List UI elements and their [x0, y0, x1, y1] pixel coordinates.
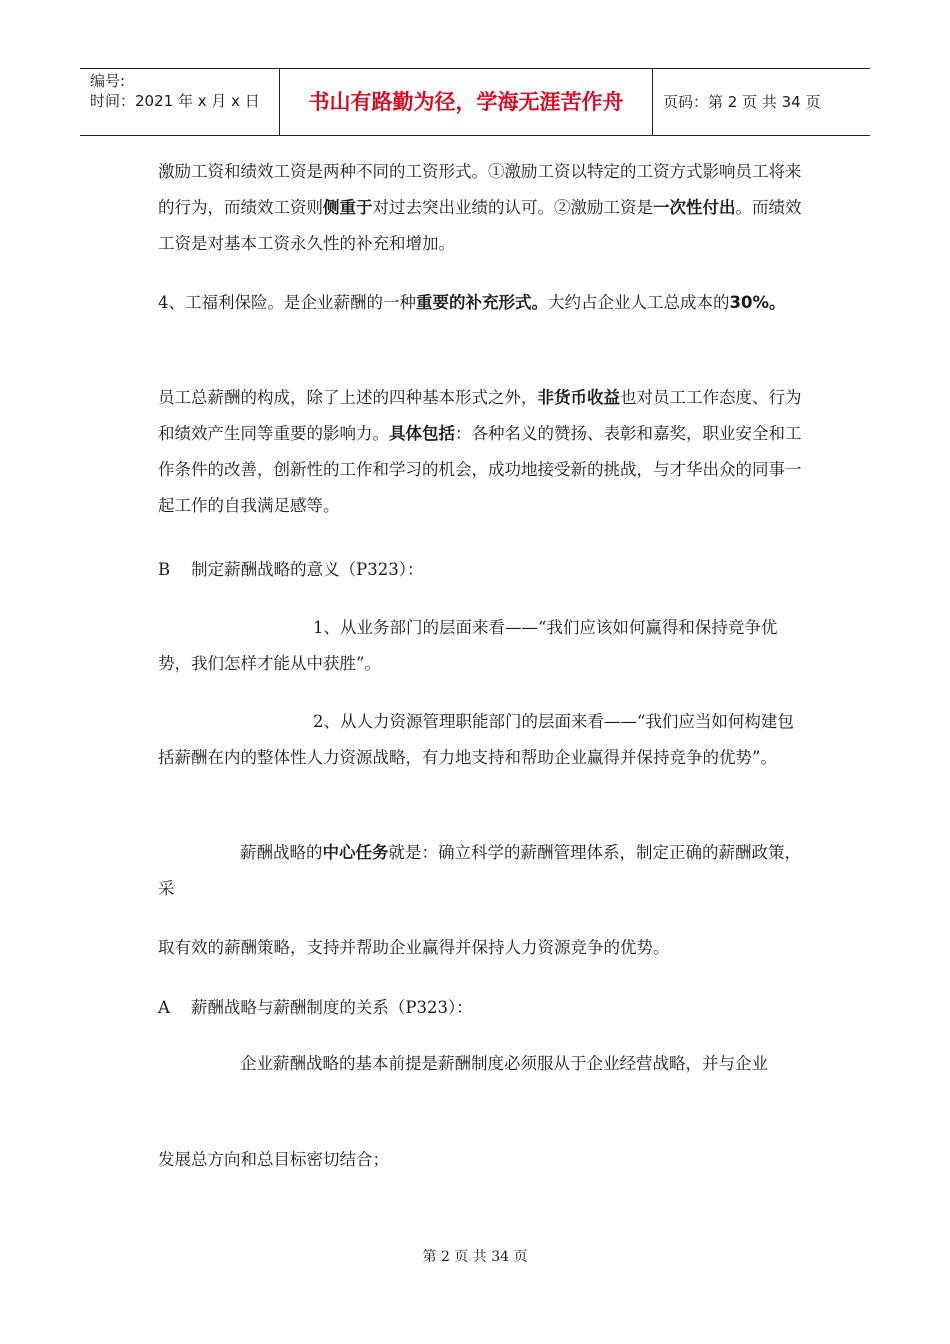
emphasis: 具体包括	[389, 424, 455, 443]
emphasis: 一次性付出	[653, 198, 736, 217]
paragraph-5: 1、从业务部门的层面来看——“我们应该如何赢得和保持竞争优势，我们怎样才能从中获胜”。	[158, 618, 778, 673]
text: 就是：确立科学的薪酬管理体系，制定正确的薪酬政策，采	[158, 843, 801, 898]
motto: 书山有路勤为径，学海无涯苦作舟	[280, 69, 653, 135]
time-label: 时间：2021 年 x 月 x 日	[90, 92, 260, 110]
paragraph-2	[158, 285, 803, 321]
page-footer: 第 2 页 共 34 页	[422, 1249, 528, 1265]
paragraph-11: 发展总方向和总目标密切结合；	[158, 1150, 389, 1169]
section-heading-a: A 薪酬战略与薪酬制度的关系（P323）：	[158, 998, 473, 1017]
text: 4、工福利保险。是企业薪酬的一种	[158, 293, 416, 312]
paragraph-8: 取有效的薪酬策略，支持并帮助企业赢得并保持人力资源竞争的优势。	[158, 938, 670, 957]
paragraph-6: 2、从人力资源管理职能部门的层面来看——“我们应当如何构建包括薪酬在内的整体性人力资源战略，有力地支持和帮助企业赢得并保持竞争的优势”。	[158, 712, 794, 767]
paragraph-10: 企业薪酬战略的基本前提是薪酬制度必须服从于企业经营战略，并与企业	[240, 1054, 768, 1073]
text: 激励工资和绩效工资是两种不同的工资形式。①激励工资以特定的工资方式影响员工将来的行为，而绩效工资则	[158, 162, 802, 217]
paragraph-3	[158, 380, 803, 524]
text: 大约占企业人工总成本的	[548, 293, 730, 312]
text: 。而绩效工资是对基本工资永久性的补充和增加。	[158, 198, 802, 253]
text: 员工总薪酬的构成，除了上述的四种基本形式之外，	[158, 388, 538, 407]
emphasis: 中心任务	[322, 843, 389, 862]
emphasis: 非货币收益	[537, 388, 620, 407]
paragraph-1	[158, 154, 803, 262]
number-label: 编号:	[90, 72, 126, 90]
text: 也对员工工作态度、行为和绩效产生同等重要的影响力。	[158, 388, 802, 443]
text: 薪酬战略的	[240, 843, 323, 862]
text: 对过去突出业绩的认可。②激励工资是	[372, 198, 653, 217]
text: ：各种名义的赞扬、表彰和嘉奖，职业安全和工作条件的改善，创新性的工作和学习的机会，成功地接受新的挑战，与才华出众的同事一起工作的自我满足感等。	[158, 424, 802, 515]
page-header	[80, 68, 870, 136]
section-heading-b: B 制定薪酬战略的意义（P323）：	[158, 560, 424, 579]
emphasis: 侧重于	[323, 198, 373, 217]
emphasis: 重要的补充形式。	[416, 293, 548, 312]
paragraph-7	[158, 835, 803, 907]
page-label: 页码：第 2 页 共 34 页	[663, 93, 821, 111]
emphasis: 30%。	[729, 293, 786, 312]
header-meta	[80, 69, 280, 135]
